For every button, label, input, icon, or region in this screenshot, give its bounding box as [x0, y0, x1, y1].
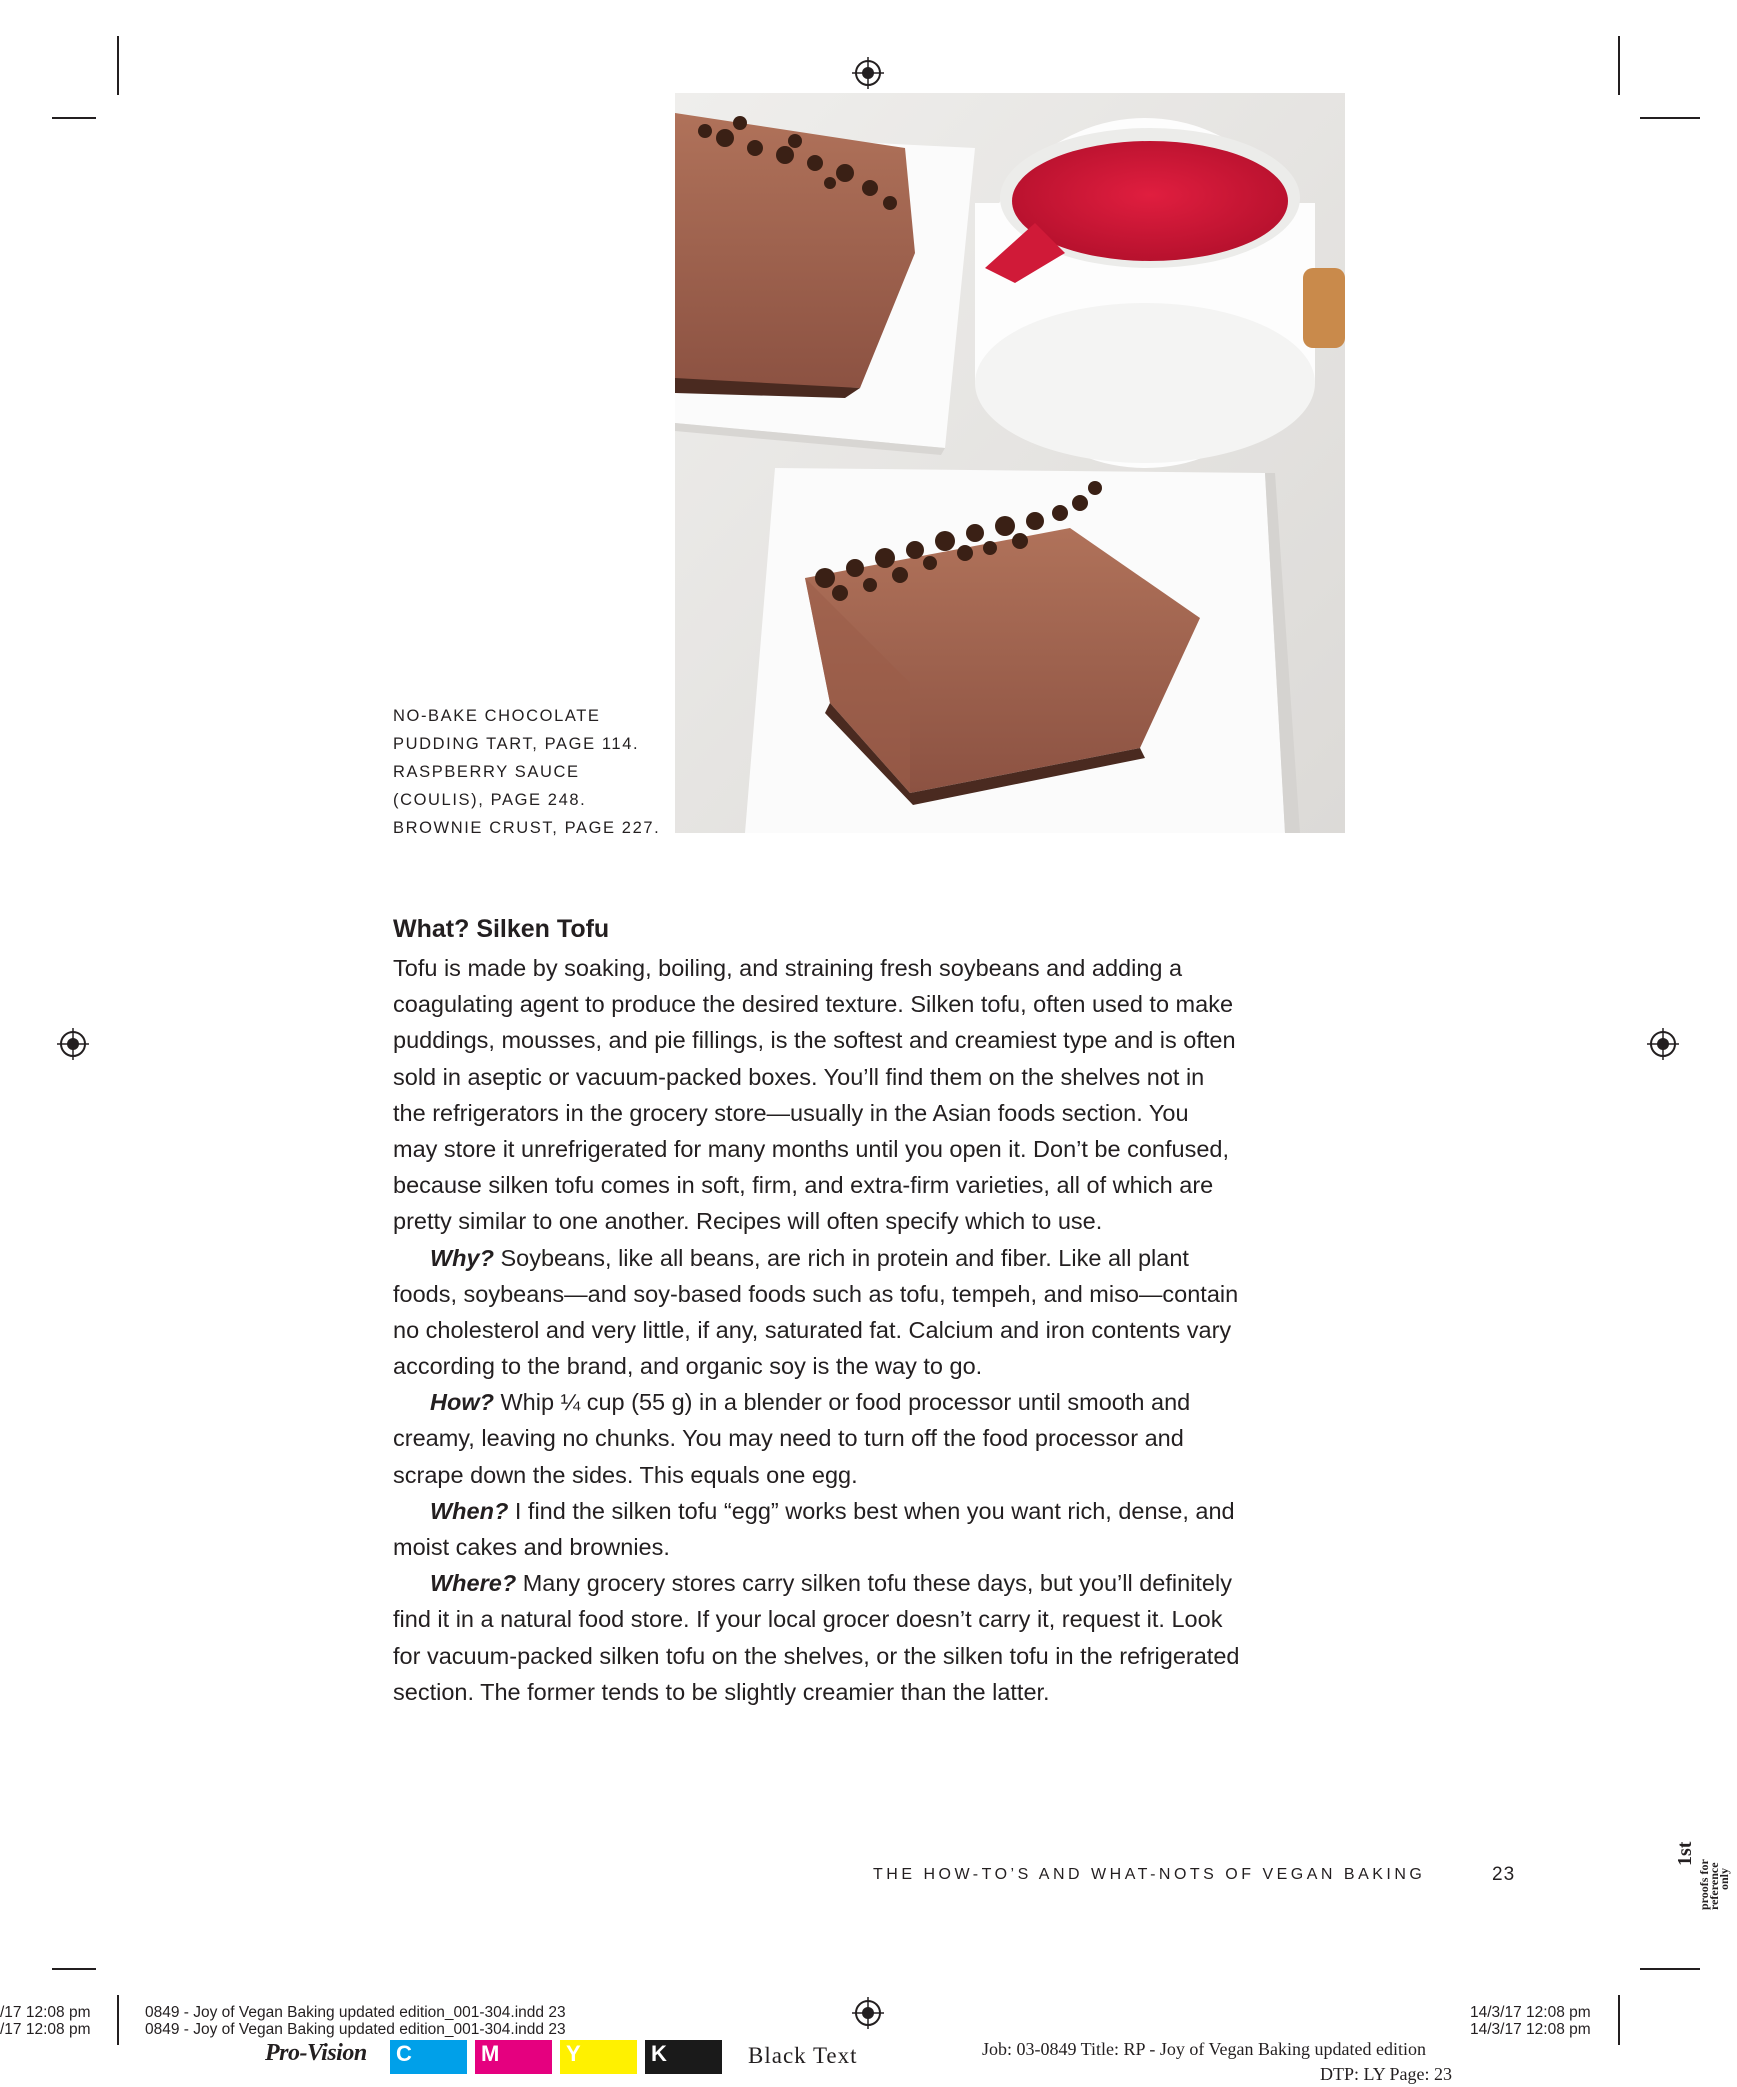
swatch-label: Y [566, 2041, 581, 2066]
body-line: moist cakes and brownies. [393, 1534, 670, 1560]
body-line: scrape down the sides. This equals one egg. [393, 1461, 858, 1488]
body-line: creamy, leaving no chunks. You may need to turn off the food processor and [393, 1425, 1184, 1452]
crop-mark-bottom-right-h [1640, 1968, 1700, 1970]
page-number: 23 [1492, 1864, 1516, 1885]
dessert-photo [675, 93, 1345, 833]
swatch-black [645, 2040, 722, 2074]
proof-stamp-line: proofs for [1697, 1859, 1711, 1910]
crop-mark-top-right-h [1640, 117, 1700, 119]
when-label: When? [430, 1497, 509, 1524]
body-line: Whip ¼ cup (55 g) in a blender or food processor until smooth and [493, 1389, 1191, 1416]
black-text-label: Black Text [748, 2043, 858, 2068]
caption-line: NO-BAKE CHOCOLATE [393, 707, 601, 725]
dtp-info: DTP: LY Page: 23 [1320, 2064, 1453, 2084]
body-line: Tofu is made by soaking, boiling, and straining fresh soybeans and adding a [393, 955, 1183, 981]
slug-left-time [0, 2004, 90, 2038]
slug-file-line: 0849 - Joy of Vegan Baking updated edition_001-304.indd 23 [145, 2004, 566, 2021]
where-paragraph-start [393, 1565, 1353, 1601]
caption-line: (COULIS), PAGE 248. [393, 791, 587, 809]
body-line: Soybeans, like all beans, are rich in protein and fiber. Like all plant [493, 1244, 1189, 1271]
body-line: Many grocery stores carry silken tofu these days, but you’ll definitely [516, 1570, 1232, 1597]
caption-line: RASPBERRY SAUCE [393, 763, 580, 781]
body-line: I find the silken tofu “egg” works best when you want rich, dense, and [508, 1497, 1235, 1524]
how-paragraph-start [393, 1384, 1353, 1420]
body-line: sold in aseptic or vacuum-packed boxes. You’ll find them on the shelves not in [393, 1063, 1205, 1090]
body-line: no cholesterol and very little, if any, saturated fat. Calcium and iron contents vary [393, 1316, 1232, 1343]
crop-mark-top-left-v [117, 36, 119, 95]
crop-mark-bottom-left-v [117, 1995, 119, 2045]
body-line: find it in a natural food store. If your local grocer doesn’t carry it, request it. Look [393, 1606, 1223, 1633]
body-line: may store it unrefrigerated for many months until you open it. Don’t be confused, [393, 1135, 1229, 1162]
proof-stamp-line: only [1717, 1867, 1731, 1890]
slug-time-line: 14/3/17 12:08 pm [1470, 2021, 1591, 2038]
photo-caption [393, 702, 673, 842]
crop-mark-bottom-left-h [52, 1968, 96, 1970]
slug-time-line: /17 12:08 pm [0, 2021, 91, 2038]
crop-mark-top-right-v [1618, 36, 1620, 95]
caption-line: BROWNIE CRUST, PAGE 227. [393, 819, 661, 837]
body-line: according to the brand, and organic soy is the way to go. [393, 1353, 983, 1380]
how-label: How? [430, 1389, 494, 1416]
registration-mark-left-icon [56, 1027, 90, 1061]
proof-stamp [1672, 1780, 1732, 1910]
slug-time-line: 14/3/17 12:08 pm [1470, 2004, 1591, 2021]
article-body [393, 950, 1353, 1710]
caption-line: PUDDING TART, PAGE 114. [393, 735, 640, 753]
swatch-yellow [560, 2040, 637, 2074]
body-line: for vacuum-packed silken tofu on the shelves, or the silken tofu in the refrigerated [393, 1642, 1240, 1669]
pro-vision-logo: Pro-Vision [265, 2040, 367, 2066]
section-heading: What? Silken Tofu [393, 915, 610, 943]
when-paragraph-start [393, 1493, 1353, 1529]
swatch-magenta [475, 2040, 552, 2074]
job-info: Job: 03-0849 Title: RP - Joy of Vegan Baking updated edition [982, 2039, 1426, 2059]
body-line: puddings, mousses, and pie fillings, is the softest and creamiest type and is often [393, 1027, 1236, 1054]
body-line: section. The former tends to be slightly creamier than the latter. [393, 1678, 1050, 1705]
running-footer: THE HOW-TO’S AND WHAT-NOTS OF VEGAN BAKING [873, 1866, 1426, 1883]
swatch-cyan [390, 2040, 467, 2074]
why-paragraph-start [393, 1240, 1353, 1276]
swatch-label: K [651, 2041, 667, 2066]
proof-stamp-line: reference [1707, 1862, 1721, 1910]
swatch-label: C [396, 2041, 412, 2066]
slug-right-time [1470, 2004, 1591, 2038]
registration-mark-right-icon [1646, 1027, 1680, 1061]
body-line: the refrigerators in the grocery store—usually in the Asian foods section. You [393, 1099, 1189, 1126]
slug-file-line: 0849 - Joy of Vegan Baking updated edition_001-304.indd 23 [145, 2021, 566, 2038]
slug-file-name [145, 2004, 566, 2038]
swatch-label: M [481, 2041, 500, 2066]
why-label: Why? [430, 1244, 494, 1271]
crop-mark-bottom-right-v [1618, 1995, 1620, 2045]
registration-mark-top-icon [851, 56, 885, 90]
body-line: pretty similar to one another. Recipes will often specify which to use. [393, 1208, 1103, 1235]
slug-time-line: /17 12:08 pm [0, 2004, 91, 2021]
crop-mark-top-left-h [52, 117, 96, 119]
where-label: Where? [430, 1570, 517, 1597]
body-line: foods, soybeans—and soy-based foods such as tofu, tempeh, and miso—contain [393, 1280, 1239, 1307]
proof-stamp-big: 1st [1674, 1841, 1696, 1866]
body-line: coagulating agent to produce the desired texture. Silken tofu, often used to make [393, 991, 1234, 1018]
registration-mark-bottom-icon [851, 1996, 885, 2030]
body-line: because silken tofu comes in soft, firm, and extra-firm varieties, all of which are [393, 1172, 1214, 1199]
